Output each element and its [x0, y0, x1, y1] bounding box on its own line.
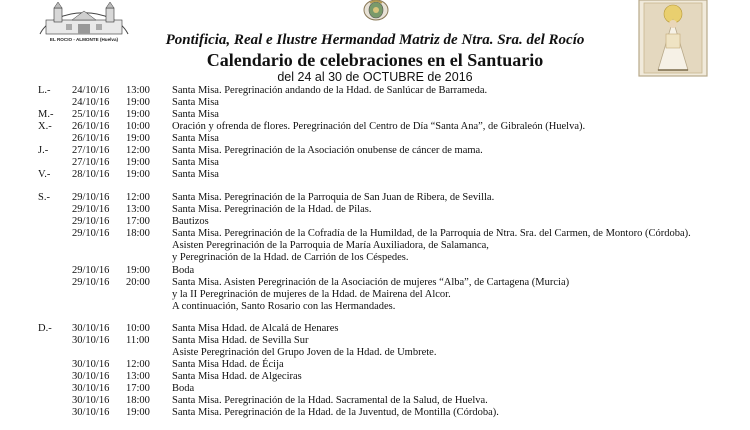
crest-emblem-icon	[362, 0, 390, 22]
event-date: 29/10/16	[72, 265, 110, 276]
schedule-row	[0, 252, 750, 264]
event-date: 25/10/16	[72, 109, 110, 120]
schedule-row	[0, 228, 750, 240]
day-abbr: J.-	[38, 145, 49, 156]
event-description: Boda	[172, 265, 195, 276]
event-description: Santa Misa	[172, 97, 219, 108]
schedule-row	[0, 157, 750, 169]
event-time: 19:00	[126, 169, 150, 180]
event-time: 20:00	[126, 277, 150, 288]
page-title: Calendario de celebraciones en el Santuario	[206, 50, 544, 70]
event-description: Santa Misa	[172, 169, 219, 180]
event-description: Asiste Peregrinación del Grupo Joven de la Hdad. de Umbrete.	[172, 347, 437, 358]
event-description: Santa Misa. Peregrinación de la Parroquia de San Juan de Ribera, de Sevilla.	[172, 192, 495, 203]
event-date: 30/10/16	[72, 359, 110, 370]
event-description: Santa Misa Hdad. de Alcalá de Henares	[172, 323, 339, 334]
event-date: 30/10/16	[72, 383, 110, 394]
event-time: 19:00	[126, 157, 150, 168]
day-abbr: V.-	[38, 169, 51, 180]
event-description: Santa Misa. Peregrinación de la Cofradía de la Humildad, de la Parroquia de Ntra. Sra. del Carmen, de Montoro (Córdoba).	[172, 228, 691, 239]
event-date: 29/10/16	[72, 192, 110, 203]
schedule-row	[0, 192, 750, 204]
schedule-row	[0, 145, 750, 157]
schedule-row	[0, 395, 750, 407]
event-description: Asisten Peregrinación de la Parroquia de María Auxiliadora, de Salamanca,	[172, 240, 489, 251]
day-abbr: D.-	[38, 323, 52, 334]
date-range-subtitle: del 24 al 30 de OCTUBRE de 2016	[277, 70, 473, 84]
schedule-row	[0, 301, 750, 313]
event-description: Bautizos	[172, 216, 209, 227]
event-date: 27/10/16	[72, 157, 110, 168]
event-description: Santa Misa	[172, 157, 219, 168]
event-description: Oración y ofrenda de flores. Peregrinación del Centro de Día “Santa Ana”, de Gibraleón (Huelva).	[172, 121, 586, 132]
schedule-row	[0, 240, 750, 252]
event-date: 30/10/16	[72, 395, 110, 406]
schedule-row	[0, 407, 750, 419]
event-description: y Peregrinación de la Hdad. de Carrión de los Céspedes.	[172, 252, 409, 263]
schedule-row	[0, 383, 750, 395]
event-date: 29/10/16	[72, 216, 110, 227]
event-time: 19:00	[126, 133, 150, 144]
event-description: Boda	[172, 383, 195, 394]
schedule-row	[0, 371, 750, 383]
event-description: Santa Misa. Asisten Peregrinación de la Asociación de mujeres “Alba”, de Cartagena (Murcia)	[172, 277, 570, 288]
event-time: 19:00	[126, 97, 150, 108]
schedule-row	[0, 97, 750, 109]
event-description: A continuación, Santo Rosario con las Hermandades.	[172, 301, 396, 312]
schedule-row	[0, 169, 750, 181]
event-description: Santa Misa Hdad. de Algeciras	[172, 371, 302, 382]
event-description: Santa Misa Hdad. de Écija	[172, 359, 284, 370]
event-description: Santa Misa	[172, 133, 219, 144]
event-description: Santa Misa. Peregrinación de la Asociación onubense de cáncer de mama.	[172, 145, 483, 156]
event-date: 26/10/16	[72, 133, 110, 144]
schedule-row	[0, 359, 750, 371]
day-abbr: M.-	[38, 109, 54, 120]
event-time: 17:00	[126, 216, 150, 227]
schedule-row	[0, 323, 750, 335]
event-description: Santa Misa	[172, 109, 219, 120]
event-time: 11:00	[126, 335, 150, 346]
day-abbr: X.-	[38, 121, 52, 132]
event-time: 17:00	[126, 383, 150, 394]
event-date: 29/10/16	[72, 204, 110, 215]
schedule-row	[0, 109, 750, 121]
event-time: 13:00	[126, 204, 150, 215]
event-time: 18:00	[126, 228, 150, 239]
event-time: 19:00	[126, 109, 150, 120]
event-time: 12:00	[126, 145, 150, 156]
event-date: 27/10/16	[72, 145, 110, 156]
event-description: Santa Misa. Peregrinación de la Hdad. de la Juventud, de Montilla (Córdoba).	[172, 407, 499, 418]
event-description: Santa Misa Hdad. de Sevilla Sur	[172, 335, 309, 346]
schedule-row	[0, 335, 750, 347]
event-time: 10:00	[126, 323, 150, 334]
event-time: 12:00	[126, 359, 150, 370]
schedule-row	[0, 289, 750, 301]
schedule-row	[0, 85, 750, 97]
event-date: 24/10/16	[72, 97, 110, 108]
event-date: 30/10/16	[72, 371, 110, 382]
day-abbr: S.-	[38, 192, 50, 203]
event-description: y la II Peregrinación de mujeres de la Hdad. de Mairena del Alcor.	[172, 289, 451, 300]
logo-caption: EL ROCIO - ALMONTE (Huelva)	[49, 37, 119, 42]
event-description: Santa Misa. Peregrinación de la Hdad. Sacramental de la Salud, de Huelva.	[172, 395, 488, 406]
event-date: 29/10/16	[72, 277, 110, 288]
day-abbr: L.-	[38, 85, 51, 96]
organization-name: Pontificia, Real e Ilustre Hermandad Matriz de Ntra. Sra. del Rocío	[165, 32, 585, 48]
event-time: 18:00	[126, 395, 150, 406]
event-description: Santa Misa. Peregrinación andando de la Hdad. de Sanlúcar de Barrameda.	[172, 85, 488, 96]
schedule-row	[0, 277, 750, 289]
event-date: 30/10/16	[72, 323, 110, 334]
schedule-row	[0, 121, 750, 133]
event-date: 30/10/16	[72, 407, 110, 418]
event-date: 28/10/16	[72, 169, 110, 180]
schedule-row	[0, 204, 750, 216]
event-date: 29/10/16	[72, 228, 110, 239]
event-date: 24/10/16	[72, 85, 110, 96]
event-date: 26/10/16	[72, 121, 110, 132]
event-time: 13:00	[126, 85, 150, 96]
event-date: 30/10/16	[72, 335, 110, 346]
schedule-row	[0, 347, 750, 359]
event-time: 19:00	[126, 265, 150, 276]
event-time: 19:00	[126, 407, 150, 418]
event-time: 12:00	[126, 192, 150, 203]
event-time: 13:00	[126, 371, 150, 382]
event-description: Santa Misa. Peregrinación de la Hdad. de Pilas.	[172, 204, 372, 215]
schedule-row	[0, 216, 750, 228]
schedule-row	[0, 265, 750, 277]
event-time: 10:00	[126, 121, 150, 132]
schedule-row	[0, 133, 750, 145]
